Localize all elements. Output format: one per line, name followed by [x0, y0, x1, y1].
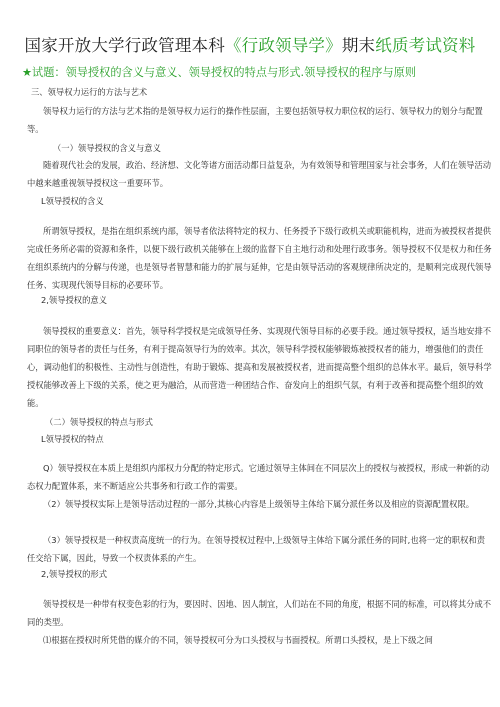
title-middle: 期末 — [341, 36, 376, 55]
paragraph-meaning: 所谓领导授权，是指在组织系统内部，领导者依法将特定的权力、任务授予下级行政机关或职能机构，进而为被授权者提供完成任务所必需的资源和条件，以便下级行政机关能够在上级的监督下自主地行动和处理行政事务。领导授权不仅是权力和任务在组织系统内的分解与传递，也是领导者智慧和能力的扩展与延伸，它是由领导活动的客观规律所决定的，是顺利完成现代领导任务、实现现代领导目标的必要环节。 — [27, 226, 492, 290]
heading-features: L领导授权的特点 — [41, 434, 104, 444]
subsection-heading-1: （一）领导授权的含义与意义 — [53, 143, 161, 153]
heading-meaning: L领导授权的含义 — [41, 196, 104, 206]
document-title — [0, 32, 500, 56]
title-highlight-course: 《行政领导学》 — [224, 36, 342, 55]
paragraph-forms-oral-written: ⑴根据在授权时所凭借的媒介的不同，领导授权可分为口头授权与书面授权。所谓口头授权，是上下级之间 — [43, 635, 433, 645]
paragraph-significance: 领导授权的重要意义：首先，领导科学授权是完成领导任务、实现现代领导目标的必要手段。通过领导授权，适当地安排不同职位的领导者的责任与任务，有利于提高领导行为的效率。其次，领导科学授权能够锻炼被授权者的能力，增强他们的责任心，调动他们的积极性、主动性与创造性，有助于锻炼、提高和发展被授权者，进而提高整个组织的总体水平。最后，领导科学授权能够改善上下级的关系，使之更为融洽，从而营造一种团结合作、奋发向上的组织气氛，有利于改善和提高整个组织的效能。 — [27, 326, 492, 408]
title-highlight-exam: 纸质考试资料 — [375, 36, 476, 55]
paragraph-subsection-1: 随着现代社会的发展，政治、经济想、文化等诸方面活动都日益复杂，为有效领导和管理国家与社会事务，人们在领导活动中越来越重视领导授权这一重要环节。 — [27, 160, 492, 188]
heading-significance: 2,领导授权的意义 — [41, 295, 107, 305]
feature-item-2: （2）领导授权实际上是领导活动过程的一部分,其核心内容是上级领导主体给下属分派任务以及相应的资源配置权限。 — [43, 499, 475, 509]
section-heading-3: 三、领导权力运行的方法与艺术 — [31, 87, 148, 97]
paragraph-forms: 领导授权是一种带有权变色彩的行为，要因时、因地、因人制宜，人们站在不同的角度，根据不同的标准，可以将其分成不同的类型。 — [27, 599, 492, 627]
question-subtitle: ★试题：领导授权的含义与意义、领导授权的特点与形式.领导授权的程序与原则 — [22, 66, 416, 79]
paragraph-section-3: 领导权力运行的方法与艺术指的是领导权力运行的操作性层面，主要包括领导权力职位权的运行、领导权力的划分与配置等。 — [27, 106, 483, 134]
feature-item-3: （3）领导授权是一种权责高度统一的行为。在领导授权过程中,上级领导主体给下属分派任务的同时,也将一定的职权和责任交给下属，因此，导致一个权责体系的产生。 — [27, 535, 485, 563]
heading-forms: 2,领导授权的形式 — [41, 569, 107, 579]
title-prefix: 国家开放大学行政管理本科 — [24, 36, 225, 55]
subsection-heading-2: （二）领导授权的特点与形式 — [45, 417, 153, 427]
feature-item-1: Q）领导授权在本质上是组织内部权力分配的特定形式。它通过领导主体间在不同层次上的授权与被授权，形成一种新的动态权力配置体系，来不断适应公共事务和行政工作的需要。 — [27, 463, 490, 491]
